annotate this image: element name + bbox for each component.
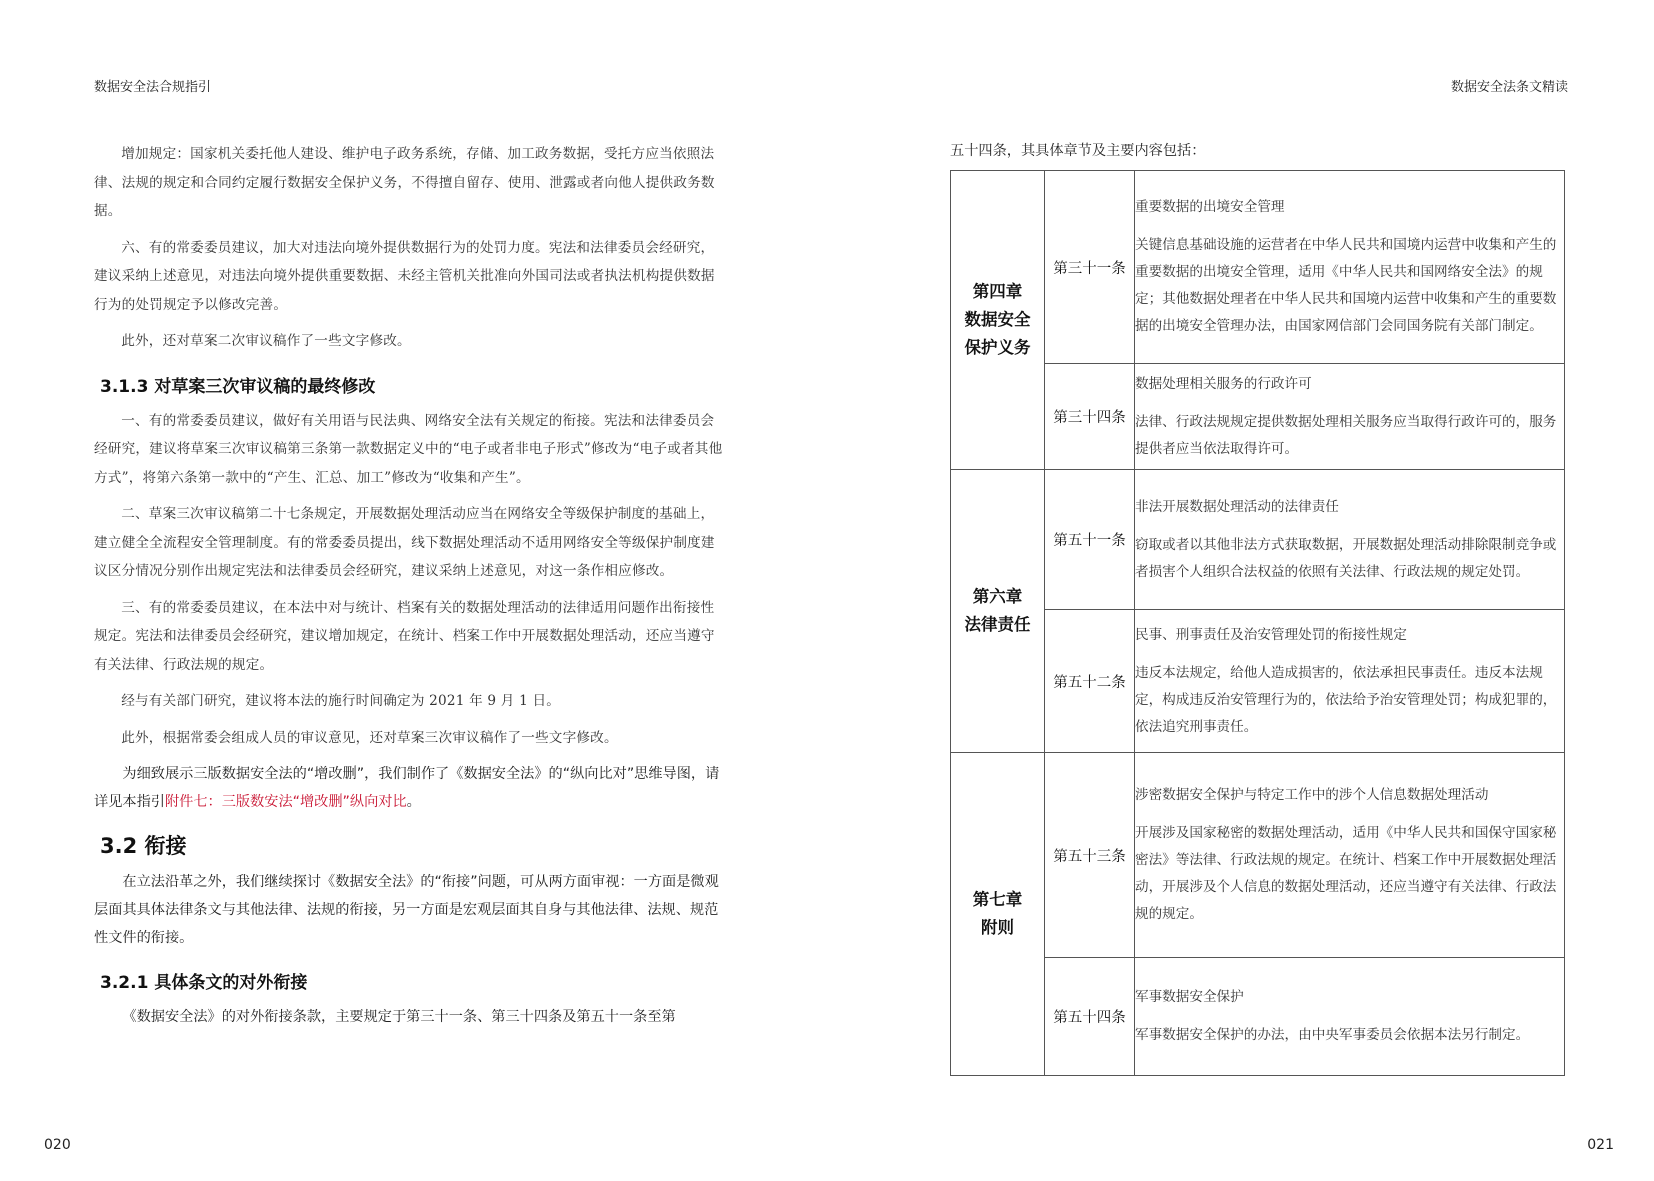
table-row [951, 171, 1565, 364]
article-content [1135, 364, 1565, 470]
running-head-left: 数据安全法合规指引 [94, 80, 212, 95]
article-number: 第三十一条 [1045, 171, 1135, 364]
section-heading-3-2: 3.2 衔接 [100, 834, 187, 858]
article-body: 法律、行政法规规定提供数据处理相关服务应当取得行政许可的，服务提供者应当依法取得许可。 [1135, 413, 1557, 457]
paragraph: 此外，还对草案二次审议稿作了一些文字修改。 [121, 333, 411, 349]
article-number: 第五十三条 [1045, 753, 1135, 958]
article-content [1135, 958, 1565, 1076]
chapter-line: 保护义务 [964, 338, 1031, 357]
page-number-right: 021 [1587, 1137, 1614, 1153]
article-body: 开展涉及国家秘密的数据处理活动，适用《中华人民共和国保守国家秘密法》等法律、行政法规的规定。在统计、档案工作中开展数据处理活动，开展涉及个人信息的数据处理活动，还应当遵守有关法律、行政法规的规定。 [1135, 825, 1557, 922]
article-title: 涉密数据安全保护与特定工作中的涉个人信息数据处理活动 [1135, 787, 1489, 803]
paragraph: 《数据安全法》的对外衔接条款，主要规定于第三十一条、第三十四条及第五十一条至第 [122, 1009, 676, 1025]
table-intro: 五十四条，其具体章节及主要内容包括： [950, 143, 1206, 159]
article-title: 非法开展数据处理活动的法律责任 [1135, 498, 1339, 515]
article-body: 违反本法规定，给他人造成损害的，依法承担民事责任。违反本法规定，构成违反治安管理行为的，依法给予治安管理处罚；构成犯罪的，依法追究刑事责任。 [1135, 664, 1557, 735]
paragraph: 经与有关部门研究，建议将本法的施行时间确定为 2021 年 9 月 1 日。 [121, 693, 561, 709]
chapter-line: 附则 [981, 918, 1014, 937]
chapter-line: 第六章 [972, 587, 1023, 606]
chapter-cell [951, 470, 1045, 753]
article-title: 民事、刑事责任及治安管理处罚的衔接性规定 [1135, 626, 1407, 643]
article-body: 关键信息基础设施的运营者在中华人民共和国境内运营中收集和产生的重要数据的出境安全管理，适用《中华人民共和国网络安全法》的规定；其他数据处理者在中华人民共和国境内运营中收集和产生的重要数据的出境安全管理办法，由国家网信部门会同国务院有关部门制定。 [1135, 237, 1557, 334]
page-number-left: 020 [44, 1137, 71, 1153]
chapter-line: 法律责任 [964, 615, 1031, 634]
mindmap-text: 为细致展示三版数据安全法的“增改删”，我们制作了《数据安全法》的“纵向比对”思维导图，请详见本指引 [94, 766, 720, 810]
paragraph: 增加规定：国家机关委托他人建设、维护电子政务系统，存储、加工政务数据，受托方应当依照法律、法规的规定和合同约定履行数据安全保护义务，不得擅自留存、使用、泄露或者向他人提供政务数据。 [94, 146, 715, 219]
paragraph: 六、有的常委委员建议，加大对违法向境外提供数据行为的处罚力度。宪法和法律委员会经研究，建议采纳上述意见，对违法向境外提供重要数据、未经主管机关批准向外国司法或者执法机构提供数据行为的处罚规定予以修改完善。 [94, 239, 715, 313]
article-body: 军事数据安全保护的办法，由中央军事委员会依据本法另行制定。 [1135, 1027, 1530, 1043]
article-content [1135, 171, 1565, 364]
mindmap-paragraph [94, 760, 724, 816]
chapter-cell [951, 171, 1045, 470]
chapter-cell [951, 753, 1045, 1076]
running-head-right: 数据安全法条文精读 [1450, 80, 1568, 95]
chapter-line: 第七章 [972, 890, 1023, 909]
article-number: 第五十四条 [1045, 958, 1135, 1076]
appendix-seven-link[interactable]: 附件七：三版数安法“增改删”纵向对比 [164, 794, 407, 810]
table-row [951, 470, 1565, 610]
article-number: 第三十四条 [1045, 364, 1135, 470]
article-title: 重要数据的出境安全管理 [1135, 199, 1285, 215]
paragraph: 此外，根据常委会组成人员的审议意见，还对草案三次审议稿作了一些文字修改。 [121, 729, 618, 746]
article-content [1135, 610, 1565, 753]
paragraph: 二、草案三次审议稿第二十七条规定，开展数据处理活动应当在网络安全等级保护制度的基础上，建立健全全流程安全管理制度。有的常委委员提出，线下数据处理活动不适用网络安全等级保护制度建议区分情况分别作出规定宪法和法律委员会经研究，建议采纳上述意见，对这一条作相应修改。 [94, 506, 715, 579]
paragraph: 三、有的常委委员建议，在本法中对与统计、档案有关的数据处理活动的法律适用问题作出衔接性规定。宪法和法律委员会经研究，建议增加规定，在统计、档案工作中开展数据处理活动，还应当遵守有关法律、行政法规的规定。 [94, 599, 715, 673]
article-number: 第五十二条 [1045, 610, 1135, 753]
paragraph: 在立法沿革之外，我们继续探讨《数据安全法》的“衔接”问题，可从两方面审视：一方面是微观层面其具体法律条文与其他法律、法规的衔接，另一方面是宏观层面其自身与其他法律、法规、规范性文件的衔接。 [94, 874, 719, 946]
table-row [951, 753, 1565, 958]
article-body: 窃取或者以其他非法方式获取数据，开展数据处理活动排除限制竞争或者损害个人组织合法权益的依照有关法律、行政法规的规定处罚。 [1135, 536, 1557, 580]
chapter-line: 第四章 [972, 282, 1023, 301]
left-text-block [94, 140, 724, 1039]
section-heading-3-1-3: 3.1.3 对草案三次审议稿的最终修改 [100, 376, 376, 397]
paragraph: 一、有的常委委员建议，做好有关用语与民法典、网络安全法有关规定的衔接。宪法和法律委员会经研究，建议将草案三次审议稿第三条第一款数据定义中的“电子或者非电子形式”修改为“电子或者其他方式”，将第六条第一款中的“产生、汇总、加工”修改为“收集和产生”。 [94, 412, 723, 486]
article-number: 第五十一条 [1045, 470, 1135, 610]
chapter-line: 数据安全 [964, 310, 1031, 329]
article-content [1135, 753, 1565, 958]
article-title: 军事数据安全保护 [1135, 989, 1244, 1005]
law-articles-table [950, 170, 1565, 1076]
article-title: 数据处理相关服务的行政许可 [1135, 375, 1312, 392]
section-heading-3-2-1: 3.2.1 具体条文的对外衔接 [100, 973, 308, 993]
article-content [1135, 470, 1565, 610]
mindmap-end: 。 [406, 794, 421, 810]
